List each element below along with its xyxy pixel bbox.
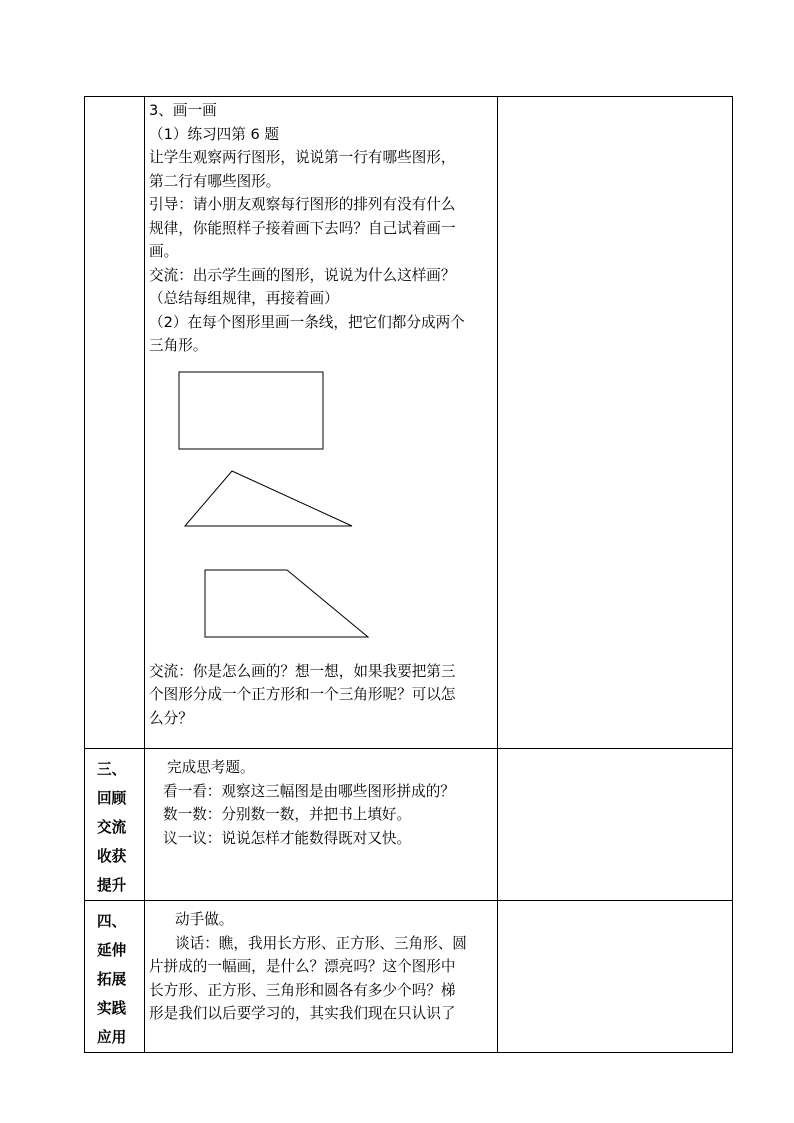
paragraph-line: 看一看：观察这三幅图是由哪些图形拼成的？ bbox=[163, 782, 455, 800]
rectangle-figure bbox=[179, 372, 323, 449]
paragraph-line: 形是我们以后要学习的，其实我们现在只认识了 bbox=[149, 1005, 456, 1022]
content-cell bbox=[145, 749, 498, 901]
stage-label: 四、 bbox=[97, 913, 127, 930]
notes-cell bbox=[498, 749, 733, 901]
trapezoid-figure bbox=[205, 570, 368, 637]
paragraph-line: 片拼成的一幅画，是什么？漂亮吗？这个图形中 bbox=[149, 958, 456, 975]
stage-label: 收获 bbox=[97, 848, 127, 865]
stage-label: 回顾 bbox=[97, 790, 127, 807]
lesson-plan-table bbox=[84, 96, 733, 1053]
paragraph-line: 让学生观察两行图形，说说第一行有哪些图形， bbox=[149, 149, 456, 166]
stage-label: 三、 bbox=[97, 761, 127, 778]
paragraph-line: 规律，你能照样子接着画下去吗？自己试着画一 bbox=[149, 219, 456, 237]
table-row bbox=[85, 901, 733, 1053]
table-row bbox=[85, 749, 733, 901]
paragraph-line: 交流：你是怎么画的？想一想，如果我要把第三 bbox=[149, 662, 456, 680]
paragraph-line: 动手做。 bbox=[175, 911, 234, 928]
triangle-figure bbox=[185, 471, 352, 526]
paragraph-line: 么分？ bbox=[149, 709, 193, 727]
content-cell bbox=[145, 97, 498, 749]
paragraph-line: 谈话：瞧，我用长方形、正方形、三角形、圆 bbox=[175, 934, 467, 952]
stage-label: 提升 bbox=[97, 877, 127, 894]
paragraph-line: 长方形、正方形、三角形和圆各有多少个吗？梯 bbox=[149, 981, 456, 999]
paragraph-line: 完成思考题。 bbox=[167, 759, 255, 776]
exercise-heading: （1）练习四第 6 题 bbox=[149, 125, 280, 143]
paragraph-line: 第二行有哪些图形。 bbox=[149, 172, 281, 190]
stage-label: 实践 bbox=[97, 1000, 127, 1017]
paragraph-line: 交流：出示学生画的图形，说说为什么这样画？ bbox=[149, 266, 456, 284]
stage-cell bbox=[85, 749, 145, 901]
stage-label: 延伸 bbox=[97, 942, 127, 959]
paragraph-line: 议一议：说说怎样才能数得既对又快。 bbox=[163, 829, 412, 847]
paragraph-line: 数一数：分别数一数，并把书上填好。 bbox=[163, 806, 412, 823]
paragraph-line: （总结每组规律，再接着画） bbox=[149, 290, 339, 307]
content-cell bbox=[145, 901, 498, 1053]
geometry-figures bbox=[149, 364, 493, 660]
paragraph-line: 画。 bbox=[149, 243, 179, 260]
table-row bbox=[85, 97, 733, 749]
exercise-heading: （2）在每个图形里画一条线，把它们都分成两个 bbox=[149, 313, 465, 331]
notes-cell bbox=[498, 97, 733, 749]
section-title: 3、画一画 bbox=[149, 102, 217, 119]
stage-label: 应用 bbox=[97, 1029, 127, 1046]
paragraph-line: 引导：请小朋友观察每行图形的排列有没有什么 bbox=[149, 196, 456, 213]
stage-label: 交流 bbox=[97, 819, 127, 836]
stage-label: 拓展 bbox=[97, 971, 127, 988]
stage-cell bbox=[85, 901, 145, 1053]
paragraph-line: 个图形分成一个正方形和一个三角形呢？可以怎 bbox=[149, 686, 456, 703]
notes-cell bbox=[498, 901, 733, 1053]
stage-cell bbox=[85, 97, 145, 749]
paragraph-line: 三角形。 bbox=[149, 337, 208, 354]
